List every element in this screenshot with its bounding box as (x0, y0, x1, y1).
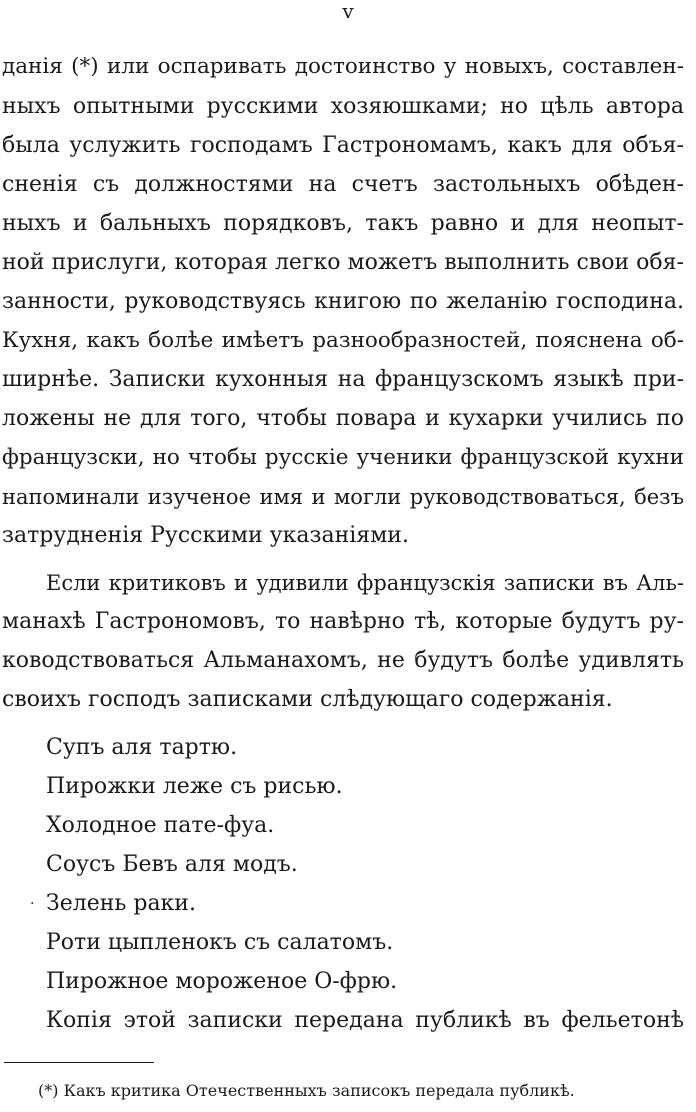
paragraph1-line: ныхъ опытными русскими хозяюшками; но цѣль автора (2, 94, 684, 119)
footnote-divider (4, 1062, 154, 1063)
menu-item: Пирожное мороженое О-фрю. (46, 969, 398, 994)
paragraph2-line: ководствоваться Альманахомъ, не будутъ болѣе удивлять (2, 648, 684, 673)
menu-item: Холодное пате-фуа. (46, 813, 275, 838)
paragraph1-line: Кухня, какъ болѣе имѣетъ разнообразностей, пояснена об- (2, 328, 684, 353)
footnote: (*) Какъ критика Отечественныхъ записокъ передала публикѣ. (38, 1081, 575, 1100)
paragraph1-line: французски, но чтобы русскіе ученики французской кухни (2, 445, 684, 470)
paragraph2-line: Если критиковъ и удивили французскія записки въ Аль- (46, 571, 684, 595)
menu-item: Супъ аля тартю. (46, 735, 238, 760)
menu-item: Соусъ Бевъ аля модъ. (46, 852, 298, 877)
paragraph1-line: сненія съ должностями на счетъ застольныхъ обѣден- (2, 172, 684, 197)
paragraph1-line: ной прислуги, которая легко можетъ выполнить свои обя- (2, 250, 684, 275)
paragraph1-line: занности, руководствуясь книгою по желанію господина. (2, 289, 684, 314)
menu-item: Роти цыпленокъ съ салатомъ. (46, 930, 394, 955)
menu-item: Копія этой записки передана публикѣ въ фельетонѣ (46, 1008, 684, 1033)
paragraph2-line: манахѣ Гастрономовъ, то навѣрно тѣ, которые будутъ ру- (2, 609, 684, 634)
paragraph1-line: напоминали изученое имя и могли руководствоваться, безъ (2, 485, 684, 509)
paragraph1-line: данія (*) или оспаривать достоинство у новыхъ, составлен- (2, 54, 684, 79)
menu-item: Пирожки леже съ рисью. (46, 774, 343, 799)
page-number: v (342, 0, 354, 23)
paragraph1-line: ныхъ и бальныхъ порядковъ, такъ равно и для неопыт- (2, 211, 684, 236)
paragraph1-line: была услужить господамъ Гастрономамъ, какъ для объя- (2, 133, 684, 158)
paragraph2-line: своихъ господъ записками слѣдующаго содержанія. (2, 687, 613, 712)
paragraph1-line: ложены не для того, чтобы повара и кухарки учились по (2, 406, 684, 431)
menu-item: Зелень раки. (46, 891, 196, 916)
paragraph1-line: затрудненія Русскими указаніями. (2, 523, 409, 548)
paragraph1-line: ширнѣе. Записки кухонныя на французскомъ языкѣ при- (2, 367, 684, 392)
stray-mark: · (30, 896, 35, 912)
